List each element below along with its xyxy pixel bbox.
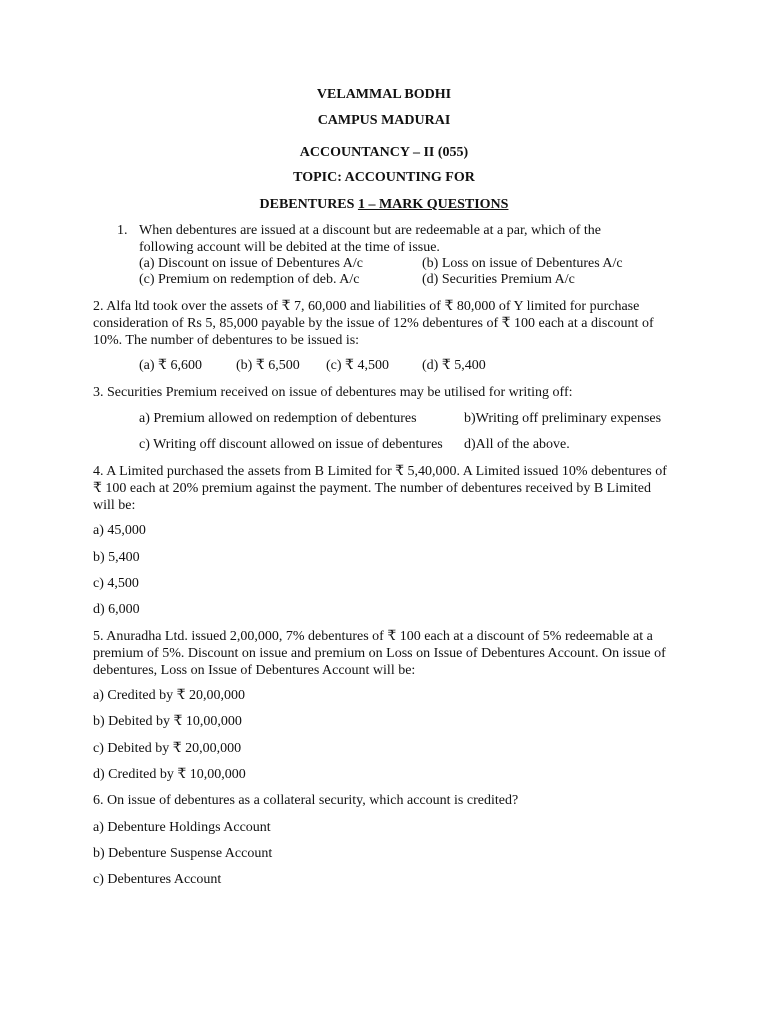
topic-subtitle xyxy=(0,197,768,213)
question-1-number: 1. xyxy=(117,223,128,238)
topic-title: TOPIC: ACCOUNTING FOR xyxy=(293,170,475,185)
question-5-option-b: b) Debited by ₹ 10,00,000 xyxy=(93,714,242,729)
question-1-option-d: (d) Securities Premium A/c xyxy=(422,272,575,287)
question-1-option-c: (c) Premium on redemption of deb. A/c xyxy=(139,272,360,287)
question-5-option-c: c) Debited by ₹ 20,00,000 xyxy=(93,741,242,756)
question-1-option-a: (a) Discount on issue of Debentures A/c xyxy=(139,256,363,271)
question-2-option-b: (b) ₹ 6,500 xyxy=(236,358,300,373)
school-name-line1: VELAMMAL BODHI xyxy=(316,87,452,102)
question-4-option-c: c) 4,500 xyxy=(93,576,139,591)
question-2-option-c: (c) ₹ 4,500 xyxy=(326,358,389,373)
question-4-text: 4. A Limited purchased the assets from B Limited for ₹ 5,40,000. A Limited issued 10% debentures of ₹ 100 each at 20% premium against the payment. The number of debentures received by B Limited will be: xyxy=(93,464,667,513)
question-6-option-a: a) Debenture Holdings Account xyxy=(93,820,271,835)
question-6-text: 6. On issue of debentures as a collateral security, which account is credited? xyxy=(93,793,519,808)
school-name-line2: CAMPUS MADURAI xyxy=(317,113,451,128)
topic-subtitle-plain: DEBENTURES xyxy=(259,197,358,212)
question-4-option-a: a) 45,000 xyxy=(93,523,146,538)
subject-title: ACCOUNTANCY – II (055) xyxy=(299,145,469,160)
question-1-option-b: (b) Loss on issue of Debentures A/c xyxy=(422,256,623,271)
question-3-option-b: b)Writing off preliminary expenses xyxy=(464,411,662,426)
question-2-option-d: (d) ₹ 5,400 xyxy=(422,358,486,373)
topic-subtitle-underlined: 1 – MARK QUESTIONS xyxy=(357,197,509,212)
question-6-option-b: b) Debenture Suspense Account xyxy=(93,846,273,861)
question-5-option-d: d) Credited by ₹ 10,00,000 xyxy=(93,767,246,782)
question-2-option-a: (a) ₹ 6,600 xyxy=(139,358,202,373)
question-3-option-d: d)All of the above. xyxy=(464,437,570,452)
question-4-option-b: b) 5,400 xyxy=(93,550,140,565)
question-5-text: 5. Anuradha Ltd. issued 2,00,000, 7% debentures of ₹ 100 each at a discount of 5% redeemable at a premium of 5%. Discount on issue and premium on Loss on Issue of Debentures Account. On issue of debentures, Loss on Issue of Debentures Account will be: xyxy=(93,629,666,678)
question-3-option-c: c) Writing off discount allowed on issue of debentures xyxy=(139,437,443,452)
question-3-text: 3. Securities Premium received on issue of debentures may be utilised for writing off: xyxy=(93,385,573,400)
question-6-option-c: c) Debentures Account xyxy=(93,872,222,887)
question-3-option-a: a) Premium allowed on redemption of debentures xyxy=(139,411,417,426)
question-4-option-d: d) 6,000 xyxy=(93,602,140,617)
question-2-text: 2. Alfa ltd took over the assets of ₹ 7, 60,000 and liabilities of ₹ 80,000 of Y limited for purchase consideration of Rs 5, 85,000 payable by the issue of 12% debentures of ₹ 100 each at a discount of 10%. The number of debentures to be issued is: xyxy=(93,299,654,348)
question-5-option-a: a) Credited by ₹ 20,00,000 xyxy=(93,688,245,703)
question-1-text: When debentures are issued at a discount but are redeemable at a par, which of the following account will be debited at the time of issue. xyxy=(139,223,602,255)
